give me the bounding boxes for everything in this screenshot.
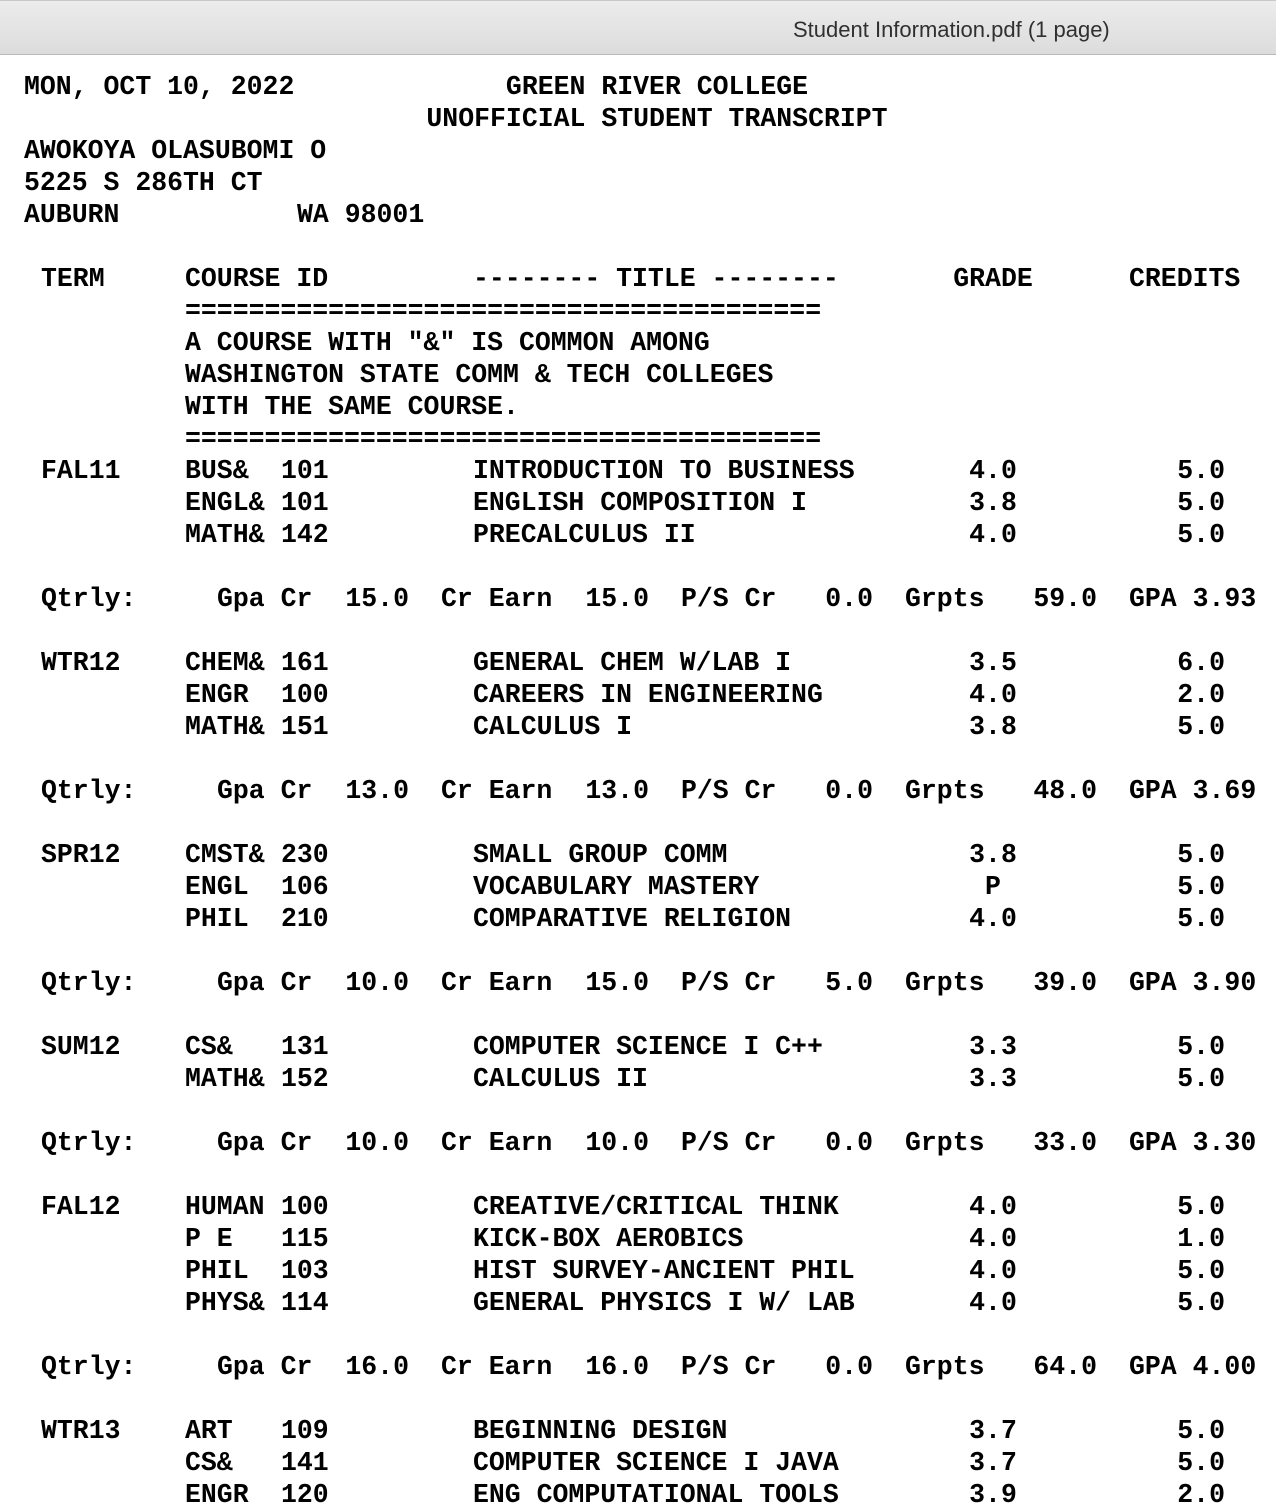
course-credits: 5.0 [1177, 872, 1225, 902]
quarter-gpa: GPA 3.69 [1129, 776, 1257, 806]
course-dept: ART [185, 1416, 233, 1446]
credits-earned-value: 15.0 [585, 584, 649, 614]
course-title: INTRODUCTION TO BUSINESS [473, 456, 855, 486]
gpa-credits-label: Gpa Cr [217, 968, 313, 998]
course-dept: CS& [185, 1448, 233, 1478]
window-titlebar[interactable] [0, 0, 1276, 55]
pass-satisfactory-credits-value: 0.0 [825, 776, 873, 806]
course-grade: P [985, 872, 1001, 902]
report-date: MON, OCT 10, 2022 [24, 72, 295, 102]
course-credits: 6.0 [1177, 648, 1225, 678]
pass-satisfactory-credits-value: 0.0 [825, 584, 873, 614]
grade-points-value: 39.0 [1033, 968, 1097, 998]
notice-line: WITH THE SAME COURSE. [185, 392, 519, 422]
quarter-gpa: GPA 3.93 [1129, 584, 1257, 614]
credits-earned-value: 10.0 [585, 1128, 649, 1158]
credits-earned-value: 13.0 [585, 776, 649, 806]
student-state-zip: WA 98001 [297, 200, 425, 230]
gpa-credits-value: 10.0 [345, 1128, 409, 1158]
pass-satisfactory-credits-value: 0.0 [825, 1352, 873, 1382]
course-grade: 4.0 [969, 1192, 1017, 1222]
credits-earned-label: Cr Earn [441, 776, 553, 806]
course-dept: P E [185, 1224, 233, 1254]
course-dept: HUMAN [185, 1192, 265, 1222]
course-dept: PHYS& [185, 1288, 265, 1318]
pass-satisfactory-credits-value: 0.0 [825, 1128, 873, 1158]
course-number: 100 [281, 1192, 329, 1222]
course-title: CREATIVE/CRITICAL THINK [473, 1192, 839, 1222]
course-grade: 4.0 [969, 904, 1017, 934]
course-credits: 5.0 [1177, 1064, 1225, 1094]
course-dept: CHEM& [185, 648, 265, 678]
course-title: PRECALCULUS II [473, 520, 696, 550]
course-number: 142 [281, 520, 329, 550]
course-grade: 3.3 [969, 1032, 1017, 1062]
quarter-summary-label: Qtrly: [41, 1128, 137, 1158]
course-title: VOCABULARY MASTERY [473, 872, 760, 902]
course-grade: 3.7 [969, 1448, 1017, 1478]
gpa-credits-value: 15.0 [345, 584, 409, 614]
term-label: WTR13 [41, 1416, 121, 1446]
course-number: 100 [281, 680, 329, 710]
term-label: FAL12 [41, 1192, 121, 1222]
college-name: GREEN RIVER COLLEGE [505, 72, 809, 102]
course-number: 151 [281, 712, 329, 742]
gpa-credits-label: Gpa Cr [217, 1128, 313, 1158]
gpa-credits-label: Gpa Cr [217, 1352, 313, 1382]
grade-points-label: Grpts [905, 1128, 985, 1158]
course-credits: 5.0 [1177, 520, 1225, 550]
credits-earned-label: Cr Earn [441, 968, 553, 998]
course-number: 131 [281, 1032, 329, 1062]
course-grade: 4.0 [969, 456, 1017, 486]
course-grade: 3.8 [969, 712, 1017, 742]
course-credits: 5.0 [1177, 904, 1225, 934]
quarter-gpa: GPA 3.30 [1129, 1128, 1257, 1158]
pass-satisfactory-credits-label: P/S Cr [681, 1352, 777, 1382]
course-number: 230 [281, 840, 329, 870]
course-title: COMPUTER SCIENCE I JAVA [473, 1448, 839, 1478]
grade-points-label: Grpts [905, 1352, 985, 1382]
course-title: HIST SURVEY-ANCIENT PHIL [473, 1256, 855, 1286]
course-grade: 4.0 [969, 1288, 1017, 1318]
credits-earned-label: Cr Earn [441, 584, 553, 614]
pass-satisfactory-credits-value: 5.0 [825, 968, 873, 998]
student-name: AWOKOYA OLASUBOMI O [24, 136, 327, 166]
grade-points-value: 48.0 [1033, 776, 1097, 806]
course-dept: MATH& [185, 712, 265, 742]
course-title: GENERAL PHYSICS I W/ LAB [473, 1288, 855, 1318]
course-credits: 5.0 [1177, 1448, 1225, 1478]
course-title: GENERAL CHEM W/LAB I [473, 648, 792, 678]
course-dept: CMST& [185, 840, 265, 870]
credits-earned-label: Cr Earn [441, 1128, 553, 1158]
course-grade: 3.9 [969, 1480, 1017, 1506]
credits-earned-value: 15.0 [585, 968, 649, 998]
grade-points-label: Grpts [905, 776, 985, 806]
course-credits: 5.0 [1177, 840, 1225, 870]
course-number: 141 [281, 1448, 329, 1478]
pdf-page [0, 55, 1276, 1506]
quarter-summary-label: Qtrly: [41, 776, 137, 806]
notice-line: WASHINGTON STATE COMM & TECH COLLEGES [185, 360, 774, 390]
course-dept: ENGL [185, 872, 249, 902]
course-title: CALCULUS I [473, 712, 633, 742]
course-credits: 2.0 [1177, 1480, 1225, 1506]
course-number: 109 [281, 1416, 329, 1446]
course-dept: BUS& [185, 456, 249, 486]
course-grade: 3.8 [969, 840, 1017, 870]
course-grade: 3.8 [969, 488, 1017, 518]
course-dept: ENGR [185, 680, 249, 710]
course-credits: 5.0 [1177, 1192, 1225, 1222]
report-title: UNOFFICIAL STUDENT TRANSCRIPT [426, 104, 888, 134]
course-grade: 4.0 [969, 1256, 1017, 1286]
quarter-summary-label: Qtrly: [41, 1352, 137, 1382]
course-title: CAREERS IN ENGINEERING [473, 680, 823, 710]
quarter-summary-label: Qtrly: [41, 584, 137, 614]
course-credits: 5.0 [1177, 1032, 1225, 1062]
course-grade: 3.5 [969, 648, 1017, 678]
quarter-gpa: GPA 3.90 [1129, 968, 1257, 998]
gpa-credits-value: 16.0 [345, 1352, 409, 1382]
course-credits: 5.0 [1177, 1256, 1225, 1286]
course-grade: 4.0 [969, 1224, 1017, 1254]
course-title: COMPUTER SCIENCE I C++ [473, 1032, 823, 1062]
gpa-credits-value: 10.0 [345, 968, 409, 998]
course-dept: PHIL [185, 1256, 249, 1286]
column-header-course-id: COURSE ID [185, 264, 329, 294]
student-city: AUBURN [24, 200, 120, 230]
course-credits: 1.0 [1177, 1224, 1225, 1254]
course-title: BEGINNING DESIGN [473, 1416, 728, 1446]
grade-points-value: 64.0 [1033, 1352, 1097, 1382]
term-label: SPR12 [41, 840, 121, 870]
course-number: 101 [281, 488, 329, 518]
grade-points-value: 33.0 [1033, 1128, 1097, 1158]
course-grade: 4.0 [969, 680, 1017, 710]
course-number: 161 [281, 648, 329, 678]
student-street: 5225 S 286TH CT [24, 168, 263, 198]
notice-rule-bottom: ======================================== [185, 424, 822, 454]
gpa-credits-value: 13.0 [345, 776, 409, 806]
column-header-grade: GRADE [953, 264, 1033, 294]
course-credits: 5.0 [1177, 1288, 1225, 1318]
gpa-credits-label: Gpa Cr [217, 776, 313, 806]
course-number: 106 [281, 872, 329, 902]
course-credits: 2.0 [1177, 680, 1225, 710]
course-title: SMALL GROUP COMM [473, 840, 728, 870]
course-credits: 5.0 [1177, 1416, 1225, 1446]
notice-rule-top: ======================================== [185, 296, 822, 326]
course-grade: 3.7 [969, 1416, 1017, 1446]
course-number: 210 [281, 904, 329, 934]
grade-points-label: Grpts [905, 584, 985, 614]
course-dept: ENGL& [185, 488, 265, 518]
course-dept: MATH& [185, 1064, 265, 1094]
gpa-credits-label: Gpa Cr [217, 584, 313, 614]
course-number: 115 [281, 1224, 329, 1254]
column-header-credits: CREDITS [1129, 264, 1241, 294]
course-title: KICK-BOX AEROBICS [473, 1224, 744, 1254]
course-dept: MATH& [185, 520, 265, 550]
course-credits: 5.0 [1177, 712, 1225, 742]
pass-satisfactory-credits-label: P/S Cr [681, 584, 777, 614]
notice-line: A COURSE WITH "&" IS COMMON AMONG [185, 328, 710, 358]
column-header-title: -------- TITLE -------- [473, 264, 839, 294]
course-dept: ENGR [185, 1480, 249, 1506]
course-credits: 5.0 [1177, 456, 1225, 486]
course-title: COMPARATIVE RELIGION [473, 904, 792, 934]
course-number: 120 [281, 1480, 329, 1506]
credits-earned-value: 16.0 [585, 1352, 649, 1382]
course-number: 101 [281, 456, 329, 486]
quarter-summary-label: Qtrly: [41, 968, 137, 998]
course-grade: 4.0 [969, 520, 1017, 550]
course-grade: 3.3 [969, 1064, 1017, 1094]
course-dept: PHIL [185, 904, 249, 934]
pass-satisfactory-credits-label: P/S Cr [681, 968, 777, 998]
course-number: 103 [281, 1256, 329, 1286]
course-credits: 5.0 [1177, 488, 1225, 518]
term-label: SUM12 [41, 1032, 121, 1062]
course-title: ENG COMPUTATIONAL TOOLS [473, 1480, 839, 1506]
course-number: 152 [281, 1064, 329, 1094]
grade-points-value: 59.0 [1033, 584, 1097, 614]
column-header-term: TERM [41, 264, 105, 294]
pass-satisfactory-credits-label: P/S Cr [681, 776, 777, 806]
course-title: CALCULUS II [473, 1064, 648, 1094]
window-title: Student Information.pdf (1 page) [793, 17, 1110, 42]
grade-points-label: Grpts [905, 968, 985, 998]
course-number: 114 [281, 1288, 329, 1318]
term-label: WTR12 [41, 648, 121, 678]
quarter-gpa: GPA 4.00 [1129, 1352, 1257, 1382]
course-dept: CS& [185, 1032, 233, 1062]
term-label: FAL11 [41, 456, 121, 486]
pass-satisfactory-credits-label: P/S Cr [681, 1128, 777, 1158]
course-title: ENGLISH COMPOSITION I [473, 488, 807, 518]
credits-earned-label: Cr Earn [441, 1352, 553, 1382]
